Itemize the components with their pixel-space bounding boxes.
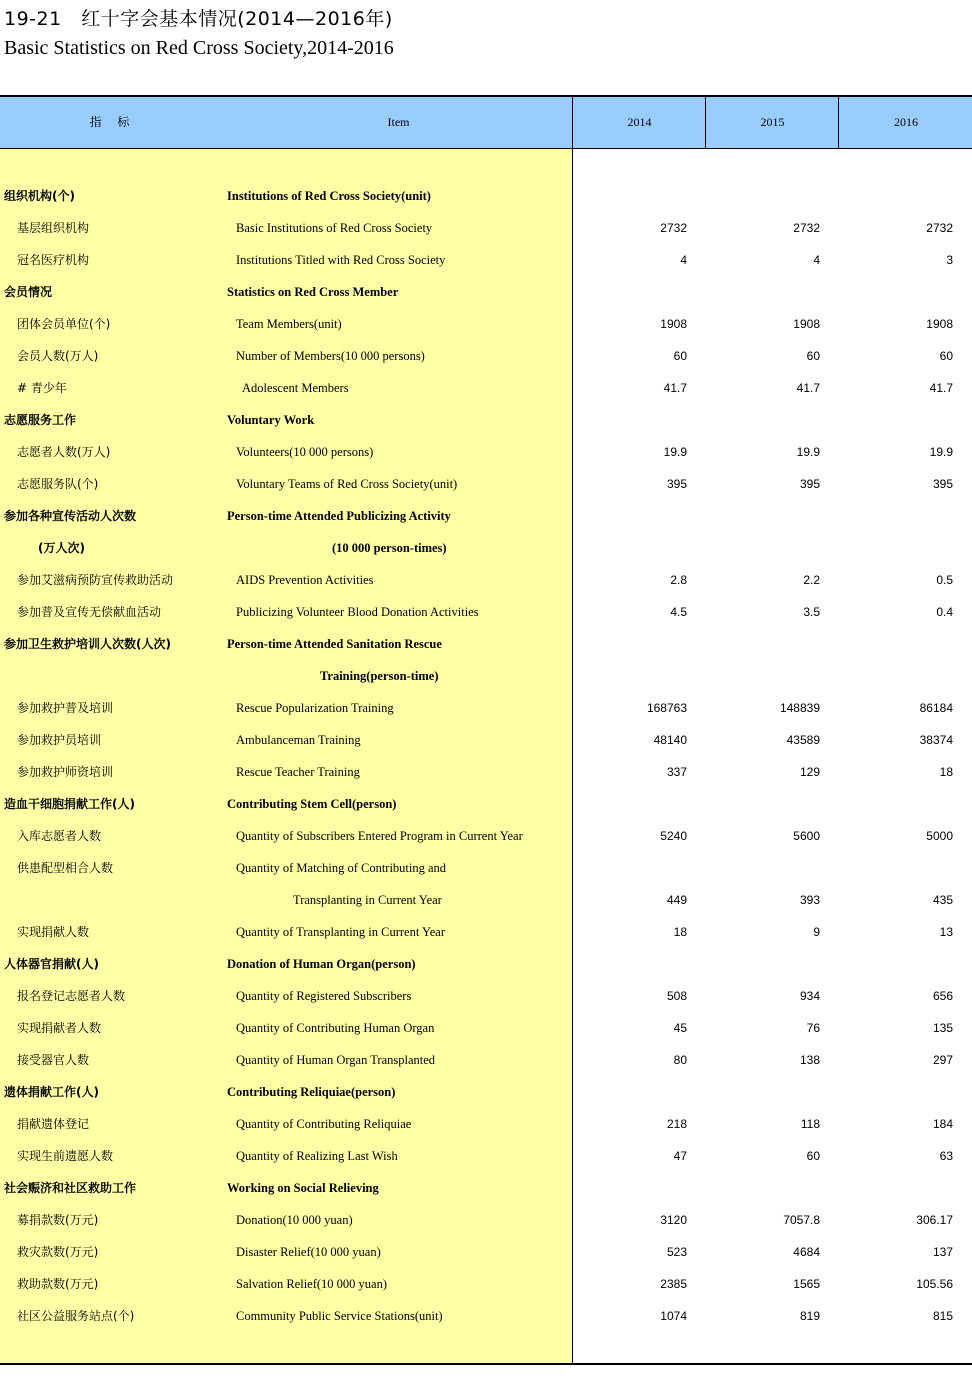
value-2015: 138 <box>799 1053 820 1067</box>
value-2014: 48140 <box>653 733 687 747</box>
row-label-en: Contributing Reliquiae(person) <box>227 1085 396 1099</box>
table-row <box>0 500 972 532</box>
row-label-cn: 参加救护员培训 <box>17 733 102 747</box>
value-2015: 9 <box>813 925 820 939</box>
value-2015: 4684 <box>793 1245 820 1259</box>
value-2014: 2732 <box>660 221 687 235</box>
value-2015: 934 <box>799 989 820 1003</box>
table-row <box>0 276 972 308</box>
value-2014: 19.9 <box>663 445 687 459</box>
row-label-cn: 会员人数(万人) <box>17 349 99 363</box>
value-2015: 19.9 <box>796 445 820 459</box>
value-2016: 815 <box>932 1309 953 1323</box>
table-row <box>0 980 972 1012</box>
row-label-en: Number of Members(10 000 persons) <box>236 349 425 363</box>
value-2014: 2385 <box>660 1277 687 1291</box>
table-row <box>0 1300 972 1332</box>
value-2014: 41.7 <box>663 381 687 395</box>
value-2016: 86184 <box>919 701 953 715</box>
value-2015: 3.5 <box>803 605 820 619</box>
value-2016: 63 <box>939 1149 953 1163</box>
table-row <box>0 1044 972 1076</box>
value-2016: 0.4 <box>936 605 953 619</box>
row-label-en: Disaster Relief(10 000 yuan) <box>236 1245 381 1259</box>
row-label-en: Voluntary Teams of Red Cross Society(unit) <box>236 477 458 491</box>
page-title-en: Basic Statistics on Red Cross Society,2014-2016 <box>4 37 394 59</box>
value-2015: 2.2 <box>803 573 820 587</box>
table-row <box>0 404 972 436</box>
value-2016: 306.17 <box>916 1213 953 1227</box>
table-row <box>0 436 972 468</box>
row-label-en: Quantity of Contributing Human Organ <box>236 1021 435 1035</box>
row-label-en: Quantity of Subscribers Entered Program in Current Year <box>236 829 523 843</box>
value-2016: 0.5 <box>936 573 953 587</box>
value-2016: 656 <box>932 989 953 1003</box>
row-label-en: Transplanting in Current Year <box>293 893 442 907</box>
table-row <box>0 1236 972 1268</box>
value-2014: 18 <box>673 925 687 939</box>
row-label-en: Ambulanceman Training <box>236 733 361 747</box>
value-2014: 5240 <box>660 829 687 843</box>
value-2015: 118 <box>800 1117 820 1131</box>
row-label-cn: 人体器官捐献(人) <box>4 957 99 971</box>
value-2014: 508 <box>666 989 687 1003</box>
value-2014: 168763 <box>646 701 687 715</box>
row-label-cn: 社会赈济和社区救助工作 <box>4 1181 137 1195</box>
row-label-cn: 遗体捐献工作(人) <box>4 1085 99 1099</box>
table-row <box>0 788 972 820</box>
row-label-cn: 团体会员单位(个) <box>17 317 111 331</box>
value-2015: 41.7 <box>796 381 820 395</box>
value-2014: 523 <box>666 1245 687 1259</box>
value-2014: 4.5 <box>670 605 687 619</box>
value-2014: 3120 <box>660 1213 687 1227</box>
table-header <box>0 95 972 149</box>
row-label-cn: 参加普及宣传无偿献血活动 <box>17 605 162 619</box>
value-2014: 395 <box>666 477 687 491</box>
value-2015: 148839 <box>779 701 820 715</box>
table-row <box>0 308 972 340</box>
row-label-en: Adolescent Members <box>242 381 349 395</box>
row-label-en: Basic Institutions of Red Cross Society <box>236 221 433 235</box>
row-label-cn: 基层组织机构 <box>17 221 90 235</box>
row-label-en: Training(person-time) <box>320 669 439 683</box>
row-label-en: Institutions Titled with Red Cross Society <box>236 253 446 267</box>
row-label-cn: 供患配型相合人数 <box>17 861 114 875</box>
table-row <box>0 692 972 724</box>
row-label-en: Person-time Attended Publicizing Activity <box>227 509 451 523</box>
table-row <box>0 820 972 852</box>
row-label-en: Team Members(unit) <box>236 317 342 331</box>
row-label-cn: # 青少年 <box>17 381 67 395</box>
row-label-cn: 志愿服务队(个) <box>17 477 99 491</box>
value-2016: 2732 <box>926 221 953 235</box>
table-row <box>0 660 972 692</box>
value-2015: 129 <box>799 765 820 779</box>
header-year-2014: 2014 <box>572 97 706 148</box>
value-2014: 218 <box>666 1117 687 1131</box>
row-label-en: Quantity of Realizing Last Wish <box>236 1149 398 1163</box>
row-label-en: Rescue Popularization Training <box>236 701 394 715</box>
value-2015: 393 <box>799 893 820 907</box>
value-2015: 60 <box>806 349 820 363</box>
table-row <box>0 244 972 276</box>
value-2015: 76 <box>806 1021 820 1035</box>
row-label-cn: 参加各种宣传活动人次数 <box>4 509 137 523</box>
row-label-cn: (万人次) <box>38 541 85 555</box>
value-2016: 135 <box>932 1021 953 1035</box>
value-2015: 4 <box>813 253 820 267</box>
row-label-en: Publicizing Volunteer Blood Donation Activities <box>236 605 479 619</box>
row-label-cn: 救助款数(万元) <box>17 1277 99 1291</box>
row-label-cn: 冠名医疗机构 <box>17 253 90 267</box>
row-label-cn: 捐献遗体登记 <box>17 1117 90 1131</box>
value-2014: 45 <box>673 1021 687 1035</box>
table-row <box>0 1204 972 1236</box>
table-row <box>0 1140 972 1172</box>
row-label-en: Donation(10 000 yuan) <box>236 1213 353 1227</box>
row-label-cn: 会员情况 <box>4 285 53 299</box>
table-row <box>0 884 972 916</box>
value-2016: 13 <box>939 925 953 939</box>
header-year-2016: 2016 <box>838 97 972 148</box>
value-2015: 7057.8 <box>783 1213 820 1227</box>
row-label-en: Contributing Stem Cell(person) <box>227 797 397 811</box>
table-row <box>0 852 972 884</box>
value-2014: 2.8 <box>670 573 687 587</box>
header-item: Item <box>387 115 410 129</box>
value-2016: 41.7 <box>929 381 953 395</box>
row-label-en: Donation of Human Organ(person) <box>227 957 416 971</box>
value-2015: 1565 <box>793 1277 820 1291</box>
table-row <box>0 212 972 244</box>
row-label-cn: 实现捐献者人数 <box>17 1021 102 1035</box>
value-2015: 60 <box>806 1149 820 1163</box>
value-2015: 5600 <box>793 829 820 843</box>
row-label-en: Person-time Attended Sanitation Rescue <box>227 637 442 651</box>
table-row <box>0 596 972 628</box>
row-label-en: Quantity of Matching of Contributing and <box>236 861 447 875</box>
table-row <box>0 756 972 788</box>
header-indicator: 指 标 <box>89 115 136 129</box>
row-label-en: Quantity of Registered Subscribers <box>236 989 412 1003</box>
value-2014: 337 <box>666 765 687 779</box>
value-2016: 435 <box>932 893 953 907</box>
header-year-2015: 2015 <box>705 97 839 148</box>
row-label-en: Rescue Teacher Training <box>236 765 360 779</box>
row-label-en: Quantity of Human Organ Transplanted <box>236 1053 436 1067</box>
row-label-cn: 社区公益服务站点(个) <box>17 1309 135 1323</box>
row-label-cn: 参加救护师资培训 <box>17 765 114 779</box>
value-2014: 80 <box>673 1053 687 1067</box>
table-row <box>0 1108 972 1140</box>
table-row <box>0 564 972 596</box>
statistics-table <box>0 95 972 1365</box>
value-2015: 43589 <box>786 733 820 747</box>
row-label-cn: 接受器官人数 <box>17 1053 90 1067</box>
row-label-cn: 志愿者人数(万人) <box>17 445 111 459</box>
value-2016: 3 <box>946 253 953 267</box>
table-row <box>0 724 972 756</box>
row-label-en: Institutions of Red Cross Society(unit) <box>227 189 431 203</box>
table-row <box>0 1268 972 1300</box>
value-2015: 819 <box>799 1309 820 1323</box>
table-row <box>0 916 972 948</box>
value-2015: 395 <box>799 477 820 491</box>
row-label-en: Salvation Relief(10 000 yuan) <box>236 1277 388 1291</box>
value-2014: 4 <box>680 253 687 267</box>
row-label-en: Quantity of Transplanting in Current Year <box>236 925 446 939</box>
table-row <box>0 340 972 372</box>
row-label-en: (10 000 person-times) <box>332 541 447 555</box>
value-2016: 105.56 <box>916 1277 953 1291</box>
value-2016: 395 <box>932 477 953 491</box>
value-2016: 60 <box>939 349 953 363</box>
row-label-cn: 报名登记志愿者人数 <box>17 989 126 1003</box>
row-label-cn: 组织机构(个) <box>4 189 75 203</box>
row-label-en: Community Public Service Stations(unit) <box>236 1309 443 1323</box>
table-row <box>0 1012 972 1044</box>
value-2014: 60 <box>673 349 687 363</box>
value-2014: 1908 <box>660 317 687 331</box>
value-2016: 18 <box>939 765 953 779</box>
row-label-en: Voluntary Work <box>227 413 315 427</box>
table-bottom-rule <box>0 1363 972 1365</box>
value-2016: 38374 <box>919 733 953 747</box>
row-label-en: AIDS Prevention Activities <box>236 573 374 587</box>
row-label-cn: 造血干细胞捐献工作(人) <box>4 797 135 811</box>
value-2014: 1074 <box>660 1309 687 1323</box>
value-2016: 5000 <box>926 829 953 843</box>
table-row <box>0 628 972 660</box>
value-2016: 1908 <box>926 317 953 331</box>
row-label-cn: 参加卫生救护培训人次数(人次) <box>4 637 171 651</box>
value-2016: 137 <box>932 1245 953 1259</box>
page-title-cn: 19-21 红十字会基本情况(2014—2016年) <box>4 8 393 30</box>
table-row <box>0 1172 972 1204</box>
row-label-cn: 参加艾滋病预防宣传救助活动 <box>17 573 174 587</box>
row-label-cn: 实现捐献人数 <box>17 925 90 939</box>
row-label-cn: 实现生前遗愿人数 <box>17 1149 114 1163</box>
row-label-cn: 入库志愿者人数 <box>17 829 102 843</box>
row-label-cn: 志愿服务工作 <box>4 413 77 427</box>
table-row <box>0 180 972 212</box>
table-row <box>0 1076 972 1108</box>
row-label-en: Quantity of Contributing Reliquiae <box>236 1117 412 1131</box>
table-row <box>0 468 972 500</box>
row-label-en: Volunteers(10 000 persons) <box>236 445 374 459</box>
row-label-cn: 参加救护普及培训 <box>17 701 114 715</box>
row-label-en: Working on Social Relieving <box>227 1181 379 1195</box>
value-2014: 47 <box>673 1149 687 1163</box>
row-label-en: Statistics on Red Cross Member <box>227 285 399 299</box>
table-row <box>0 372 972 404</box>
value-2016: 184 <box>932 1117 953 1131</box>
value-2016: 297 <box>932 1053 953 1067</box>
value-2015: 1908 <box>793 317 820 331</box>
row-label-cn: 募捐款数(万元) <box>17 1213 99 1227</box>
value-2016: 19.9 <box>929 445 953 459</box>
table-row <box>0 532 972 564</box>
value-2014: 449 <box>666 893 687 907</box>
table-row <box>0 948 972 980</box>
value-2015: 2732 <box>793 221 820 235</box>
row-label-cn: 救灾款数(万元) <box>17 1245 99 1259</box>
